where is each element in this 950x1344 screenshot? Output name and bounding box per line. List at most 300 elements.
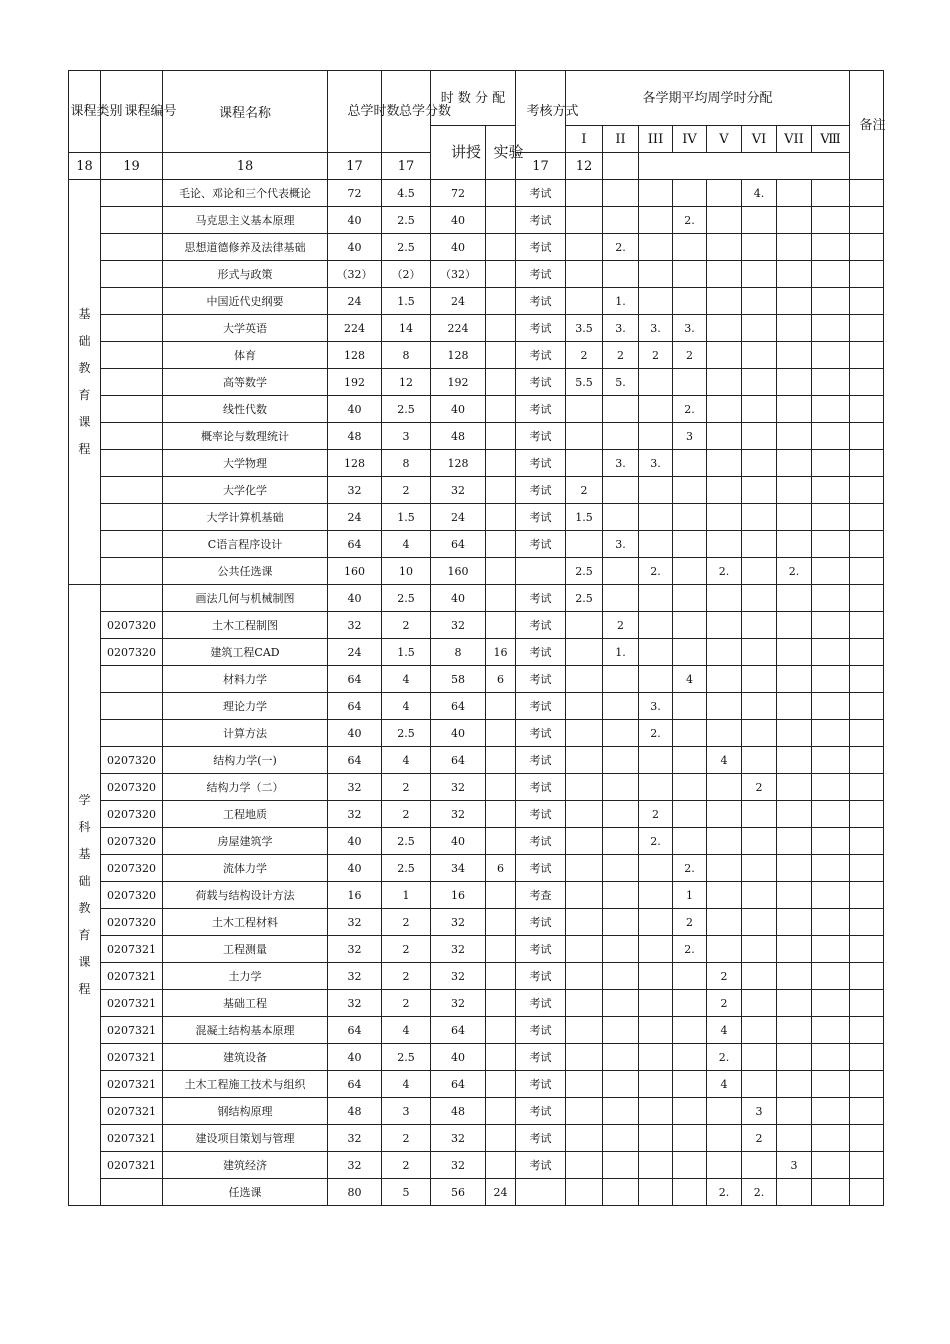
total-hours: 64 (328, 747, 382, 774)
table-row (69, 504, 884, 531)
assessment: 考试 (516, 1125, 566, 1152)
total-hours: 40 (328, 828, 382, 855)
course-code (101, 666, 163, 693)
assessment: 考试 (516, 774, 566, 801)
remark (850, 504, 884, 531)
semester-hours-6 (742, 423, 777, 450)
header-remark (850, 71, 884, 180)
lecture-hours: 128 (431, 342, 486, 369)
header-semester-4: IV (673, 126, 707, 153)
course-name: 大学化学 (163, 477, 328, 504)
semester-hours-8 (812, 396, 850, 423)
assessment: 考试 (516, 963, 566, 990)
semester-hours-4 (673, 990, 707, 1017)
lecture-hours: （32） (431, 261, 486, 288)
credits: 2.5 (382, 234, 431, 261)
remark (850, 1044, 884, 1071)
assessment: 考试 (516, 747, 566, 774)
semester-hours-1 (566, 747, 603, 774)
semester-hours-5: 2. (707, 1179, 742, 1206)
semester-hours-1: 2.5 (566, 558, 603, 585)
remark (850, 774, 884, 801)
table-row (69, 1152, 884, 1179)
total-hours: 64 (328, 693, 382, 720)
semester-hours-1 (566, 774, 603, 801)
table-row (69, 585, 884, 612)
semester-hours-5 (707, 666, 742, 693)
remark (850, 801, 884, 828)
semester-hours-3 (639, 1152, 673, 1179)
header-lab-text: 实验 (493, 142, 524, 161)
assessment: 考试 (516, 720, 566, 747)
category-cell (69, 180, 101, 585)
semester-hours-2: 2 (603, 342, 639, 369)
semester-hours-8 (812, 342, 850, 369)
table-row (69, 882, 884, 909)
semester-hours-5: 4 (707, 747, 742, 774)
credits: 2 (382, 909, 431, 936)
semester-hours-2: 3. (603, 450, 639, 477)
lecture-hours: 32 (431, 909, 486, 936)
category-label: 学科基础教育课程 (78, 793, 91, 996)
semester-hours-8 (812, 1152, 850, 1179)
lecture-hours: 56 (431, 1179, 486, 1206)
course-code: 0207320 (101, 909, 163, 936)
table-row (69, 666, 884, 693)
course-code (101, 288, 163, 315)
semester-hours-3 (639, 531, 673, 558)
course-code (101, 207, 163, 234)
lecture-hours: 58 (431, 666, 486, 693)
lab-hours (486, 693, 516, 720)
lab-hours (486, 423, 516, 450)
semester-hours-3 (639, 369, 673, 396)
semester-hours-6 (742, 585, 777, 612)
semester-hours-7 (777, 369, 812, 396)
table-row (69, 909, 884, 936)
semester-hours-3 (639, 990, 673, 1017)
semester-hours-7 (777, 1125, 812, 1152)
semester-hours-6 (742, 261, 777, 288)
semester-hours-1 (566, 990, 603, 1017)
remark (850, 585, 884, 612)
course-name: 建筑工程CAD (163, 639, 328, 666)
semester-hours-3 (639, 396, 673, 423)
semester-hours-7 (777, 693, 812, 720)
table-row (69, 801, 884, 828)
header-name: 课程名称 (163, 71, 328, 153)
semester-hours-5 (707, 882, 742, 909)
credits: 1 (382, 882, 431, 909)
total-hours: 160 (328, 558, 382, 585)
credits: 2 (382, 612, 431, 639)
semester-hours-6 (742, 801, 777, 828)
semester-hours-7 (777, 261, 812, 288)
semester-hours-8 (812, 261, 850, 288)
semester-hours-1 (566, 450, 603, 477)
header-total-hours (328, 71, 400, 153)
lecture-hours: 32 (431, 990, 486, 1017)
remark (850, 369, 884, 396)
remark (850, 207, 884, 234)
lab-hours (486, 747, 516, 774)
total-hours: 32 (328, 801, 382, 828)
credits: 4 (382, 747, 431, 774)
credits: 8 (382, 450, 431, 477)
credits: 4.5 (382, 180, 431, 207)
semester-hours-4 (673, 828, 707, 855)
semester-hours-7 (777, 1071, 812, 1098)
lecture-hours: 32 (431, 963, 486, 990)
total-hours: 128 (328, 342, 382, 369)
semester-hours-4 (673, 1179, 707, 1206)
lab-hours (486, 1044, 516, 1071)
course-code (101, 504, 163, 531)
semester-hours-2 (603, 666, 639, 693)
course-name: 高等数学 (163, 369, 328, 396)
lecture-hours: 40 (431, 207, 486, 234)
curriculum-table (68, 70, 884, 1206)
semester-hours-5 (707, 504, 742, 531)
semester-hours-3 (639, 1017, 673, 1044)
semester-hours-4 (673, 639, 707, 666)
semester-hours-4 (673, 504, 707, 531)
semester-hours-5 (707, 288, 742, 315)
semester-hours-6 (742, 1044, 777, 1071)
semester-hours-3 (639, 423, 673, 450)
semester-hours-5 (707, 396, 742, 423)
course-name: 荷载与结构设计方法 (163, 882, 328, 909)
course-name: 结构力学（二） (163, 774, 328, 801)
total-hours: 64 (328, 531, 382, 558)
semester-hours-6: 2. (742, 1179, 777, 1206)
course-code: 0207321 (101, 990, 163, 1017)
header-code-text: 课程编号 (124, 104, 177, 119)
semester-hours-6 (742, 666, 777, 693)
remark (850, 1152, 884, 1179)
header-weeks-7: 12 (566, 153, 603, 180)
remark (850, 963, 884, 990)
semester-hours-2: 5. (603, 369, 639, 396)
header-category (69, 71, 123, 153)
assessment: 考试 (516, 639, 566, 666)
semester-hours-1 (566, 396, 603, 423)
credits: 5 (382, 1179, 431, 1206)
lecture-hours: 224 (431, 315, 486, 342)
credits: 2.5 (382, 207, 431, 234)
semester-hours-1: 2 (566, 477, 603, 504)
semester-hours-7 (777, 909, 812, 936)
header-total-hours-text: 总学时数 (347, 104, 400, 119)
assessment (516, 1179, 566, 1206)
lab-hours: 24 (486, 1179, 516, 1206)
semester-hours-5 (707, 477, 742, 504)
semester-hours-5 (707, 369, 742, 396)
total-hours: 64 (328, 1017, 382, 1044)
course-name: C语言程序设计 (163, 531, 328, 558)
course-code (101, 585, 163, 612)
header-semester-6: VI (742, 126, 777, 153)
semester-hours-3: 3. (639, 315, 673, 342)
course-name: 房屋建筑学 (163, 828, 328, 855)
semester-hours-5 (707, 585, 742, 612)
semester-hours-4: 3 (673, 423, 707, 450)
semester-hours-8 (812, 1017, 850, 1044)
remark (850, 261, 884, 288)
course-name: 画法几何与机械制图 (163, 585, 328, 612)
lab-hours: 16 (486, 639, 516, 666)
semester-hours-4 (673, 558, 707, 585)
semester-hours-1 (566, 1125, 603, 1152)
semester-hours-3 (639, 612, 673, 639)
semester-hours-7 (777, 882, 812, 909)
semester-hours-4: 1 (673, 882, 707, 909)
semester-hours-7 (777, 828, 812, 855)
semester-hours-7 (777, 234, 812, 261)
semester-hours-8 (812, 315, 850, 342)
semester-hours-1 (566, 423, 603, 450)
course-code (101, 369, 163, 396)
semester-hours-4: 2 (673, 909, 707, 936)
lecture-hours: 64 (431, 531, 486, 558)
table-row (69, 1044, 884, 1071)
remark (850, 1071, 884, 1098)
semester-hours-6 (742, 207, 777, 234)
remark (850, 477, 884, 504)
semester-hours-6: 4. (742, 180, 777, 207)
total-hours: 48 (328, 1098, 382, 1125)
semester-hours-4 (673, 1098, 707, 1125)
semester-hours-1 (566, 1179, 603, 1206)
lecture-hours: 34 (431, 855, 486, 882)
table-row (69, 261, 884, 288)
table-row (69, 1125, 884, 1152)
lab-hours (486, 963, 516, 990)
credits: 2 (382, 990, 431, 1017)
lab-hours (486, 396, 516, 423)
lecture-hours: 40 (431, 720, 486, 747)
assessment: 考试 (516, 1071, 566, 1098)
total-hours: 192 (328, 369, 382, 396)
semester-hours-1: 2.5 (566, 585, 603, 612)
semester-hours-8 (812, 855, 850, 882)
assessment: 考试 (516, 1044, 566, 1071)
semester-hours-4 (673, 1125, 707, 1152)
semester-hours-8 (812, 531, 850, 558)
semester-hours-3 (639, 585, 673, 612)
remark (850, 234, 884, 261)
semester-hours-1 (566, 639, 603, 666)
table-row (69, 234, 884, 261)
credits: 2.5 (382, 585, 431, 612)
semester-hours-8 (812, 693, 850, 720)
semester-hours-8 (812, 423, 850, 450)
semester-hours-2 (603, 396, 639, 423)
total-hours: 32 (328, 774, 382, 801)
course-name: 体育 (163, 342, 328, 369)
lecture-hours: 40 (431, 585, 486, 612)
semester-hours-7 (777, 936, 812, 963)
semester-hours-1 (566, 1071, 603, 1098)
semester-hours-2: 1. (603, 288, 639, 315)
assessment: 考试 (516, 828, 566, 855)
semester-hours-7: 2. (777, 558, 812, 585)
semester-hours-3 (639, 1179, 673, 1206)
total-hours: 40 (328, 234, 382, 261)
semester-hours-7 (777, 1098, 812, 1125)
semester-hours-7 (777, 1179, 812, 1206)
credits: 12 (382, 369, 431, 396)
semester-hours-2 (603, 774, 639, 801)
credits: 10 (382, 558, 431, 585)
semester-hours-6 (742, 342, 777, 369)
course-code: 0207320 (101, 774, 163, 801)
semester-hours-4 (673, 450, 707, 477)
header-assessment-text: 考核方式 (526, 104, 579, 119)
credits: 2 (382, 774, 431, 801)
remark (850, 423, 884, 450)
semester-hours-2 (603, 882, 639, 909)
lab-hours (486, 261, 516, 288)
credits: 2.5 (382, 828, 431, 855)
remark (850, 1098, 884, 1125)
header-semester-1: I (566, 126, 603, 153)
course-name: 建筑设备 (163, 1044, 328, 1071)
semester-hours-8 (812, 612, 850, 639)
table-row (69, 342, 884, 369)
course-name: 混凝土结构基本原理 (163, 1017, 328, 1044)
table-row (69, 1071, 884, 1098)
table-row (69, 531, 884, 558)
category-cell (69, 585, 101, 1206)
course-code (101, 315, 163, 342)
semester-hours-2 (603, 828, 639, 855)
course-code (101, 531, 163, 558)
semester-hours-8 (812, 558, 850, 585)
semester-hours-3 (639, 1125, 673, 1152)
total-hours: 16 (328, 882, 382, 909)
semester-hours-2 (603, 909, 639, 936)
lecture-hours: 48 (431, 423, 486, 450)
table-row (69, 1017, 884, 1044)
table-row (69, 612, 884, 639)
assessment: 考试 (516, 180, 566, 207)
semester-hours-2 (603, 936, 639, 963)
assessment: 考试 (516, 693, 566, 720)
total-hours: （32） (328, 261, 382, 288)
semester-hours-4 (673, 720, 707, 747)
semester-hours-8 (812, 666, 850, 693)
semester-hours-7 (777, 855, 812, 882)
assessment: 考试 (516, 207, 566, 234)
semester-hours-1 (566, 261, 603, 288)
semester-hours-5 (707, 423, 742, 450)
course-name: 基础工程 (163, 990, 328, 1017)
semester-hours-7 (777, 747, 812, 774)
semester-hours-5: 4 (707, 1071, 742, 1098)
semester-hours-8 (812, 801, 850, 828)
course-code: 0207321 (101, 936, 163, 963)
assessment: 考试 (516, 450, 566, 477)
course-code: 0207321 (101, 1071, 163, 1098)
semester-hours-4 (673, 801, 707, 828)
semester-hours-1: 5.5 (566, 369, 603, 396)
semester-hours-3 (639, 882, 673, 909)
table-row (69, 1179, 884, 1206)
semester-hours-7 (777, 531, 812, 558)
remark (850, 531, 884, 558)
semester-hours-4: 2. (673, 855, 707, 882)
semester-hours-5 (707, 1125, 742, 1152)
semester-hours-6 (742, 855, 777, 882)
assessment: 考试 (516, 909, 566, 936)
semester-hours-4: 3. (673, 315, 707, 342)
lab-hours (486, 531, 516, 558)
semester-hours-6 (742, 531, 777, 558)
table-row (69, 855, 884, 882)
semester-hours-5: 2. (707, 558, 742, 585)
semester-hours-1 (566, 666, 603, 693)
semester-hours-4 (673, 963, 707, 990)
semester-hours-3: 3. (639, 693, 673, 720)
semester-hours-5 (707, 207, 742, 234)
semester-hours-2: 2 (603, 612, 639, 639)
remark (850, 1125, 884, 1152)
header-weeks-4: 17 (328, 153, 382, 180)
remark (850, 720, 884, 747)
course-name: 建筑经济 (163, 1152, 328, 1179)
semester-hours-1 (566, 180, 603, 207)
lab-hours: 6 (486, 666, 516, 693)
lab-hours (486, 315, 516, 342)
lab-hours (486, 828, 516, 855)
semester-hours-3 (639, 1098, 673, 1125)
remark (850, 909, 884, 936)
lecture-hours: 40 (431, 828, 486, 855)
semester-hours-6: 3 (742, 1098, 777, 1125)
credits: 3 (382, 1098, 431, 1125)
credits: 14 (382, 315, 431, 342)
semester-hours-2 (603, 1125, 639, 1152)
lab-hours: 6 (486, 855, 516, 882)
semester-hours-7 (777, 450, 812, 477)
total-hours: 40 (328, 585, 382, 612)
semester-hours-2 (603, 1071, 639, 1098)
semester-hours-5 (707, 774, 742, 801)
remark (850, 936, 884, 963)
total-hours: 40 (328, 855, 382, 882)
semester-hours-1: 3.5 (566, 315, 603, 342)
course-code: 0207321 (101, 963, 163, 990)
total-hours: 32 (328, 1125, 382, 1152)
semester-hours-6 (742, 990, 777, 1017)
remark (850, 855, 884, 882)
total-hours: 48 (328, 423, 382, 450)
semester-hours-8 (812, 450, 850, 477)
semester-hours-1 (566, 612, 603, 639)
lab-hours (486, 936, 516, 963)
semester-hours-2 (603, 477, 639, 504)
semester-hours-5 (707, 828, 742, 855)
course-code: 0207321 (101, 1125, 163, 1152)
assessment: 考试 (516, 990, 566, 1017)
semester-hours-3 (639, 207, 673, 234)
credits: 3 (382, 423, 431, 450)
assessment: 考试 (516, 477, 566, 504)
semester-hours-3 (639, 1071, 673, 1098)
lab-hours (486, 504, 516, 531)
lab-hours (486, 1017, 516, 1044)
